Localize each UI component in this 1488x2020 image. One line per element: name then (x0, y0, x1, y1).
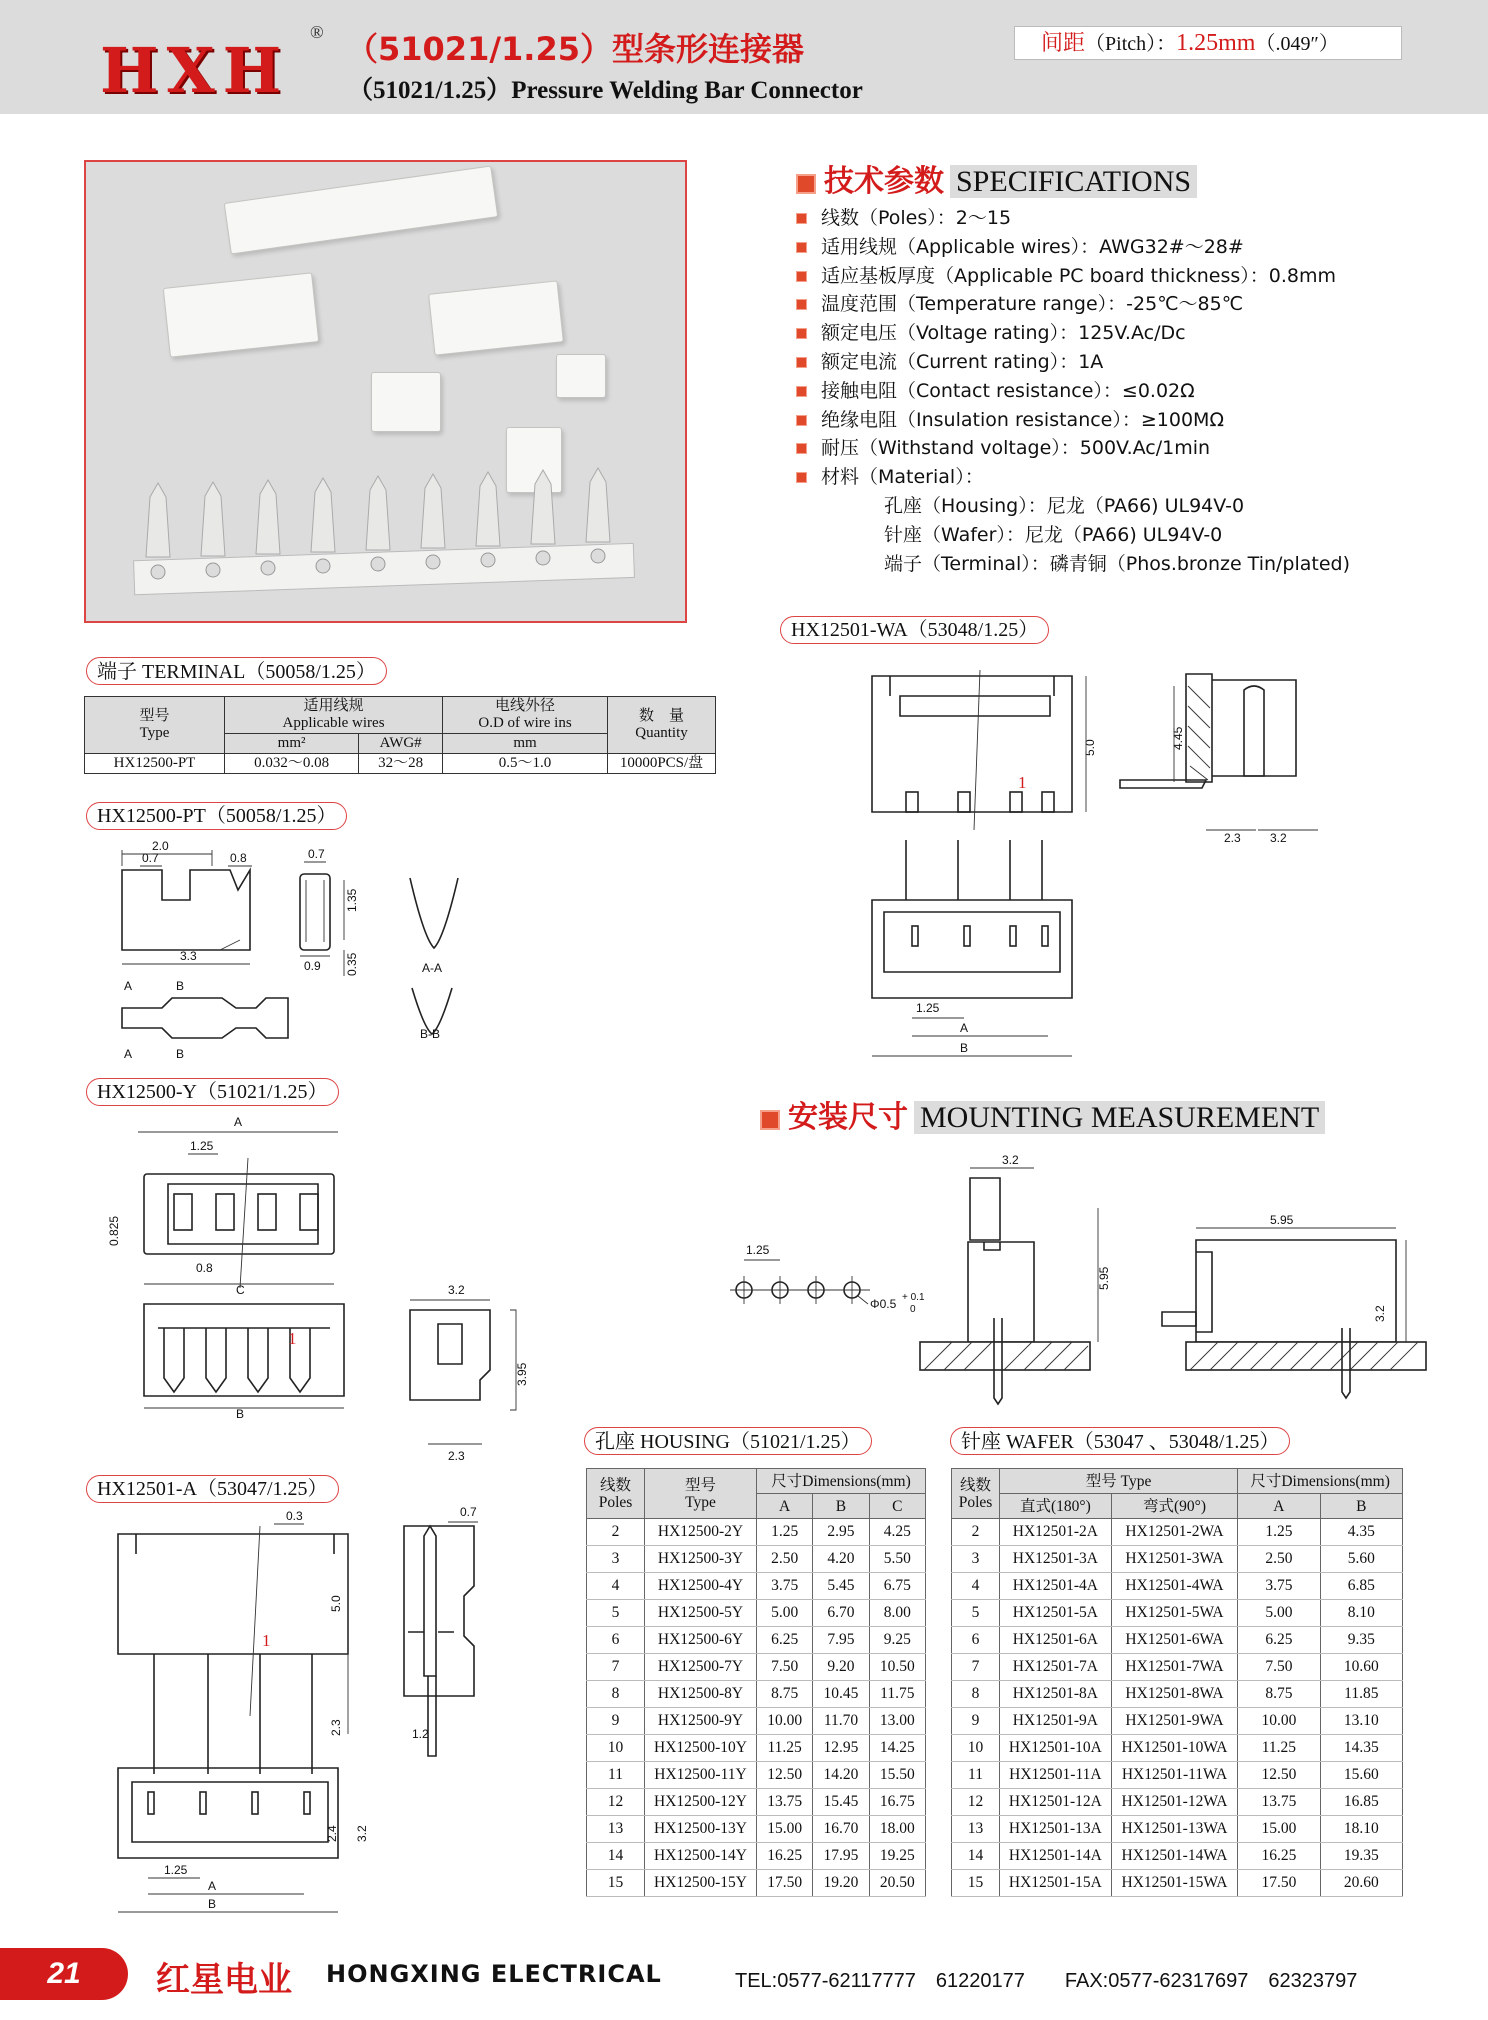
table-cell: 6 (952, 1627, 1000, 1654)
table-cell: 11 (952, 1762, 1000, 1789)
table-cell: HX12501-8WA (1111, 1681, 1237, 1708)
table-cell: 5.50 (869, 1546, 925, 1573)
svg-text:A: A (960, 1021, 969, 1035)
table-row (587, 1600, 926, 1627)
svg-text:0.7: 0.7 (460, 1505, 477, 1519)
housing-table: 线数 Poles 型号 Type 尺寸Dimensions(mm) A B C 2 HX12500-2Y 1.25 2.95 4.25 3 HX12500-3Y 2.50 4.20 5.50 4 HX12500-4Y 3.75 5.45 6.75 5 HX12500-5Y 5.00 6.70 8.00 6 HX12500-6Y 6.25 7.95 9.25 7 HX12500-7Y 7.50 9.20 10.50 8 HX12500-8Y 8.75 10.45 11.75 9 HX12500-9Y 10.00 11.70 13.00 10 HX12500-10Y 11.25 12.95 14.25 11 HX12500-11Y 12.50 14.20 15.50 12 HX12500-12Y 13.75 15.45 16.75 13 HX12500-13Y 15.00 16.70 18.00 14 HX12500-14Y 16.25 17.95 19.25 15 HX12500-15Y 17.50 19.20 20.50 (586, 1468, 926, 1897)
specifications-title: 技术参数 SPECIFICATIONS (796, 156, 1197, 200)
table-cell: HX12500-3Y (645, 1546, 757, 1573)
svg-text:A: A (124, 1047, 133, 1061)
table-cell: 18.00 (869, 1816, 925, 1843)
table-cell: 14.25 (869, 1735, 925, 1762)
table-cell: 8.00 (869, 1600, 925, 1627)
svg-text:1.2: 1.2 (412, 1727, 429, 1741)
tel: TEL:0577-62117777 61220177 (735, 1970, 1025, 1992)
table-cell: 16.25 (1238, 1843, 1320, 1870)
table-row (587, 1843, 926, 1870)
table-cell: 4 (587, 1573, 645, 1600)
bullet-icon (796, 472, 807, 483)
table-cell: HX12501-11WA (1111, 1762, 1237, 1789)
svg-text:2.3: 2.3 (329, 1719, 343, 1736)
bullet-square-icon (796, 174, 816, 194)
table-cell: 12.50 (1238, 1762, 1320, 1789)
table-cell: 6 (587, 1627, 645, 1654)
spec-poles: 线数（Poles）：2～15 (796, 204, 1350, 233)
th-wires: 适用线规 Applicable wires (225, 697, 443, 734)
page-footer (0, 1938, 1488, 2008)
table-cell: HX12500-10Y (645, 1735, 757, 1762)
svg-text:B: B (236, 1407, 245, 1421)
table-cell: 10.00 (1238, 1708, 1320, 1735)
wa-label: HX12501-WA（53048/1.25） (780, 616, 1049, 644)
spec-current: 额定电流（Current rating）：1A (796, 348, 1350, 377)
svg-text:5.0: 5.0 (1083, 739, 1097, 756)
table-row (587, 1519, 926, 1546)
table-cell: 2 (952, 1519, 1000, 1546)
table-cell: 14.20 (813, 1762, 869, 1789)
table-cell: 12.50 (757, 1762, 813, 1789)
svg-text:0.3: 0.3 (286, 1509, 303, 1523)
table-row (952, 1816, 1403, 1843)
table-cell: 8.75 (1238, 1681, 1320, 1708)
th-od: 电线外径 O.D of wire ins (443, 697, 608, 734)
table-row (587, 1870, 926, 1897)
table-cell: 10.60 (1320, 1654, 1402, 1681)
table-row (587, 1681, 926, 1708)
svg-text:0.7: 0.7 (308, 847, 325, 861)
th-type: 型号 Type (85, 697, 225, 754)
table-cell: 2.50 (757, 1546, 813, 1573)
table-cell: 11.25 (757, 1735, 813, 1762)
table-cell: 15 (952, 1870, 1000, 1897)
page-number: 21 (0, 1948, 128, 2000)
svg-text:0.9: 0.9 (304, 959, 321, 973)
hxh-logo: HXH (100, 34, 290, 107)
table-cell: 11 (587, 1762, 645, 1789)
bullet-icon (796, 213, 807, 224)
svg-text:B: B (176, 1047, 185, 1061)
svg-text:C: C (236, 1283, 245, 1297)
spec-board-thickness: 适应基板厚度（Applicable PC board thickness）：0.8mm (796, 262, 1350, 291)
table-cell: 19.35 (1320, 1843, 1402, 1870)
pt-label: HX12500-PT（50058/1.25） (86, 802, 347, 830)
terminal-label: 端子 TERMINAL（50058/1.25） (86, 657, 387, 685)
svg-text:B-B: B-B (420, 1027, 441, 1041)
table-cell: 2.50 (1238, 1546, 1320, 1573)
table-row (952, 1627, 1403, 1654)
specifications-list (796, 204, 1350, 578)
table-cell: HX12500-13Y (645, 1816, 757, 1843)
svg-text:0.825: 0.825 (107, 1215, 121, 1246)
table-cell: HX12501-10WA (1111, 1735, 1237, 1762)
bullet-square-icon (760, 1110, 780, 1130)
svg-text:3.95: 3.95 (515, 1362, 529, 1386)
table-cell: 13.10 (1320, 1708, 1402, 1735)
housing-drawing (107, 1115, 558, 1463)
terminal-table (84, 696, 716, 774)
table-cell: HX12501-15A (1000, 1870, 1112, 1897)
table-cell: 8 (587, 1681, 645, 1708)
pitch-value: 1.25mm (1176, 30, 1256, 56)
wafer-table: 线数 Poles 型号 Type 尺寸Dimensions(mm) 直式(180°) 弯式(90°) A B 2 HX12501-2A HX12501-2WA 1.25 4.35 3 HX12501-3A HX12501-3WA 2.50 5.60 4 HX12501-4A HX12501-4WA 3.75 6.85 5 HX12501-5A HX12501-5WA 5.00 8.10 6 HX12501-6A HX12501-6WA 6.25 9.35 7 HX12501-7A HX12501-7WA 7.50 10.60 8 HX12501-8A HX12501-8WA 8.75 11.85 9 HX12501-9A HX12501-9WA 10.00 13.10 10 HX12501-10A HX12501-10WA 11.25 14.35 11 HX12501-11A HX12501-11WA 12.50 15.60 12 HX12501-12A HX12501-12WA 13.75 16.85 13 HX12501-13A HX12501-13WA 15.00 18.10 14 HX12501-14A HX12501-14WA 16.25 19.35 15 HX12501-15A HX12501-15WA 17.50 20.60 (951, 1468, 1403, 1897)
bullet-icon (796, 328, 807, 339)
table-cell: HX12501-15WA (1111, 1870, 1237, 1897)
th-od-unit: mm (443, 734, 608, 754)
table-cell: 14 (587, 1843, 645, 1870)
svg-text:4.45: 4.45 (1171, 726, 1185, 750)
table-row (952, 1735, 1403, 1762)
table-cell: 13.00 (869, 1708, 925, 1735)
table-cell: HX12501-8A (1000, 1681, 1112, 1708)
y-label: HX12500-Y（51021/1.25） (86, 1078, 339, 1106)
spec-voltage: 额定电压（Voltage rating）：125V.Ac/Dc (796, 319, 1350, 348)
svg-text:Φ0.5: Φ0.5 (870, 1297, 897, 1311)
table-cell: 4.25 (869, 1519, 925, 1546)
svg-text:1.25: 1.25 (190, 1139, 214, 1153)
svg-text:B: B (208, 1897, 217, 1911)
table-cell: 13.75 (1238, 1789, 1320, 1816)
table-row (952, 1708, 1403, 1735)
table-cell: 15.60 (1320, 1762, 1402, 1789)
table-cell: 16.70 (813, 1816, 869, 1843)
pitch-label-en: （Pitch）： (1085, 33, 1177, 55)
svg-text:2.3: 2.3 (448, 1449, 465, 1463)
contact-info (735, 1964, 1357, 1993)
table-cell: 11.75 (869, 1681, 925, 1708)
table-cell: 12 (587, 1789, 645, 1816)
bullet-icon (796, 443, 807, 454)
bullet-icon (796, 242, 807, 253)
table-cell: 5.00 (1238, 1600, 1320, 1627)
bullet-icon (796, 271, 807, 282)
svg-text:2.0: 2.0 (152, 839, 169, 853)
table-cell: 10.45 (813, 1681, 869, 1708)
spec-withstand: 耐压（Withstand voltage）：500V.Ac/1min (796, 434, 1350, 463)
table-cell: HX12500-14Y (645, 1843, 757, 1870)
table-cell: 12.95 (813, 1735, 869, 1762)
table-cell: HX12500-11Y (645, 1762, 757, 1789)
spec-insulation: 绝缘电阻（Insulation resistance）：≥100MΩ (796, 406, 1350, 435)
table-cell: 16.75 (869, 1789, 925, 1816)
table-row (587, 1789, 926, 1816)
table-cell: HX12500-2Y (645, 1519, 757, 1546)
svg-text:1: 1 (1018, 773, 1027, 792)
table-cell: 16.85 (1320, 1789, 1402, 1816)
table-cell: HX12501-7A (1000, 1654, 1112, 1681)
th-dimensions: 尺寸Dimensions(mm) (1238, 1469, 1403, 1494)
table-cell: 3 (952, 1546, 1000, 1573)
table-cell: 10 (587, 1735, 645, 1762)
product-photo (84, 160, 687, 623)
table-cell: HX12501-3A (1000, 1546, 1112, 1573)
table-cell: HX12501-4A (1000, 1573, 1112, 1600)
table-cell: 8 (952, 1681, 1000, 1708)
table-cell: HX12500-6Y (645, 1627, 757, 1654)
table-cell: 4.35 (1320, 1519, 1402, 1546)
table-cell: 6.85 (1320, 1573, 1402, 1600)
table-row (587, 1816, 926, 1843)
table-row (952, 1519, 1403, 1546)
spec-material-terminal: 端子（Terminal）：磷青铜（Phos.bronze Tin/plated) (884, 552, 1351, 575)
table-cell: 17.50 (1238, 1870, 1320, 1897)
table-cell: 3.75 (757, 1573, 813, 1600)
th-poles: 线数 Poles (952, 1469, 1000, 1519)
table-cell: 19.20 (813, 1870, 869, 1897)
table-cell: 16.25 (757, 1843, 813, 1870)
table-cell: 9 (587, 1708, 645, 1735)
svg-text:5.95: 5.95 (1270, 1213, 1294, 1227)
table-row (587, 1546, 926, 1573)
th-mm2: mm² (225, 734, 359, 754)
table-cell: HX12501-12WA (1111, 1789, 1237, 1816)
table-cell: HX12501-10A (1000, 1735, 1112, 1762)
table-row (952, 1681, 1403, 1708)
table-cell: HX12500-15Y (645, 1870, 757, 1897)
table-row (587, 1762, 926, 1789)
spec-contact-resistance: 接触电阻（Contact resistance）：≤0.02Ω (796, 377, 1350, 406)
table-cell: HX12501-5WA (1111, 1600, 1237, 1627)
svg-text:2.4: 2.4 (325, 1825, 339, 1842)
table-row (952, 1600, 1403, 1627)
bullet-icon (796, 357, 807, 368)
table-cell: 11.85 (1320, 1681, 1402, 1708)
table-cell: 17.50 (757, 1870, 813, 1897)
table-cell: 6.25 (757, 1627, 813, 1654)
table-cell: HX12501-3WA (1111, 1546, 1237, 1573)
table-cell: 5.00 (757, 1600, 813, 1627)
table-cell: 7 (587, 1654, 645, 1681)
table-row (952, 1843, 1403, 1870)
svg-text:3.2: 3.2 (448, 1283, 465, 1297)
svg-text:A: A (234, 1115, 243, 1129)
registered-mark: ® (310, 22, 324, 42)
spec-material-wafer: 针座（Wafer）：尼龙（PA66) UL94V-0 (884, 523, 1223, 546)
table-cell: 15 (587, 1870, 645, 1897)
svg-text:3.2: 3.2 (1373, 1305, 1387, 1322)
th-awg: AWG# (359, 734, 443, 754)
table-row (952, 1870, 1403, 1897)
svg-text:3.2: 3.2 (1002, 1153, 1019, 1167)
table-cell: 13 (952, 1816, 1000, 1843)
table-cell: HX12501-9A (1000, 1708, 1112, 1735)
table-row: HX12500-PT 0.032～0.08 32～28 0.5～1.0 10000PCS/盘 (85, 754, 716, 774)
svg-text:1.35: 1.35 (345, 888, 359, 912)
table-cell: 5.60 (1320, 1546, 1402, 1573)
th-poles: 线数 Poles (587, 1469, 645, 1519)
svg-text:3.2: 3.2 (1270, 831, 1287, 845)
svg-text:5.0: 5.0 (329, 1595, 343, 1612)
table-cell: 10 (952, 1735, 1000, 1762)
table-cell: HX12501-4WA (1111, 1573, 1237, 1600)
table-row (587, 1708, 926, 1735)
terminal-drawing (100, 840, 500, 1060)
spec-wires: 适用线规（Applicable wires）：AWG32#～28# (796, 233, 1350, 262)
company-name-cn: 红星电业 (156, 1960, 292, 2000)
table-cell: HX12500-4Y (645, 1573, 757, 1600)
a-label: HX12501-A（53047/1.25） (86, 1475, 339, 1503)
table-cell: 19.25 (869, 1843, 925, 1870)
table-cell: HX12501-12A (1000, 1789, 1112, 1816)
svg-text:1.25: 1.25 (164, 1863, 188, 1877)
table-cell: 13 (587, 1816, 645, 1843)
table-cell: 15.45 (813, 1789, 869, 1816)
svg-text:B: B (960, 1041, 969, 1055)
svg-text:0.7: 0.7 (142, 851, 159, 865)
page-header (0, 0, 1488, 114)
table-cell: 11.25 (1238, 1735, 1320, 1762)
table-row (952, 1546, 1403, 1573)
spec-material: 材料（Material）： (796, 463, 1350, 492)
table-cell: HX12501-6WA (1111, 1627, 1237, 1654)
table-cell: 12 (952, 1789, 1000, 1816)
table-cell: 9.20 (813, 1654, 869, 1681)
wafer-label: 针座 WAFER（53047 、53048/1.25） (950, 1427, 1290, 1455)
table-cell: HX12500-7Y (645, 1654, 757, 1681)
table-cell: HX12501-7WA (1111, 1654, 1237, 1681)
table-cell: HX12501-2WA (1111, 1519, 1237, 1546)
table-row (952, 1762, 1403, 1789)
table-cell: HX12501-14WA (1111, 1843, 1237, 1870)
table-cell: 5.45 (813, 1573, 869, 1600)
table-cell: 9 (952, 1708, 1000, 1735)
spec-material-housing: 孔座（Housing）：尼龙（PA66) UL94V-0 (884, 494, 1245, 517)
bullet-icon (796, 386, 807, 397)
table-cell: HX12500-8Y (645, 1681, 757, 1708)
table-cell: 3.75 (1238, 1573, 1320, 1600)
table-cell: 8.10 (1320, 1600, 1402, 1627)
svg-text:0.35: 0.35 (345, 952, 359, 976)
table-cell: 17.95 (813, 1843, 869, 1870)
table-cell: 15.50 (869, 1762, 925, 1789)
table-cell: HX12501-11A (1000, 1762, 1112, 1789)
table-cell: HX12501-9WA (1111, 1708, 1237, 1735)
table-row (952, 1654, 1403, 1681)
table-row (587, 1735, 926, 1762)
table-row (587, 1627, 926, 1654)
svg-text:A: A (208, 1879, 217, 1893)
table-cell: 15.00 (1238, 1816, 1320, 1843)
svg-text:A-A: A-A (422, 961, 443, 975)
th-qty: 数 量 Quantity (608, 697, 716, 754)
table-cell: 20.60 (1320, 1870, 1402, 1897)
mounting-drawing (730, 1148, 1390, 1408)
table-cell: 6.25 (1238, 1627, 1320, 1654)
svg-text:1.25: 1.25 (916, 1001, 940, 1015)
table-cell: HX12500-12Y (645, 1789, 757, 1816)
svg-text:+ 0.1: + 0.1 (902, 1292, 925, 1303)
table-cell: HX12501-5A (1000, 1600, 1112, 1627)
table-row (952, 1789, 1403, 1816)
table-cell: 9.25 (869, 1627, 925, 1654)
mounting-title: 安装尺寸 MOUNTING MEASUREMENT (760, 1092, 1325, 1136)
spec-temperature: 温度范围（Temperature range）：-25℃～85℃ (796, 290, 1350, 319)
table-cell: HX12501-2A (1000, 1519, 1112, 1546)
table-cell: 10.50 (869, 1654, 925, 1681)
table-cell: 11.70 (813, 1708, 869, 1735)
table-cell: 7 (952, 1654, 1000, 1681)
table-cell: 3 (587, 1546, 645, 1573)
table-cell: 13.75 (757, 1789, 813, 1816)
bullet-icon (796, 299, 807, 310)
table-cell: HX12500-9Y (645, 1708, 757, 1735)
table-cell: 15.00 (757, 1816, 813, 1843)
company-name-en: HONGXING ELECTRICAL (326, 1960, 662, 1988)
svg-text:B: B (176, 979, 185, 993)
table-cell: 1.25 (757, 1519, 813, 1546)
table-cell: 4 (952, 1573, 1000, 1600)
table-row (587, 1573, 926, 1600)
svg-text:A: A (124, 979, 133, 993)
table-cell: 4.20 (813, 1546, 869, 1573)
table-cell: 5 (952, 1600, 1000, 1627)
th-type: 型号 Type (1000, 1469, 1238, 1494)
svg-text:5.95: 5.95 (1097, 1266, 1111, 1290)
table-cell: 6.70 (813, 1600, 869, 1627)
table-cell: 14 (952, 1843, 1000, 1870)
table-cell: 7.95 (813, 1627, 869, 1654)
wafer-right-angle-drawing (860, 666, 1400, 1066)
svg-text:3.3: 3.3 (180, 949, 197, 963)
table-row (952, 1573, 1403, 1600)
table-cell: 14.35 (1320, 1735, 1402, 1762)
housing-label: 孔座 HOUSING（51021/1.25） (584, 1427, 872, 1455)
svg-text:0.8: 0.8 (230, 851, 247, 865)
table-row (587, 1654, 926, 1681)
title-cn: （51021/1.25）型条形连接器 (346, 30, 804, 68)
table-cell: 18.10 (1320, 1816, 1402, 1843)
bullet-icon (796, 415, 807, 426)
wafer-straight-drawing (108, 1505, 528, 1912)
terminal-strip-image (86, 162, 689, 625)
table-cell: 8.75 (757, 1681, 813, 1708)
title-en: （51021/1.25）Pressure Welding Bar Connector (348, 77, 863, 104)
svg-text:2.3: 2.3 (1224, 831, 1241, 845)
th-dimensions: 尺寸Dimensions(mm) (757, 1469, 926, 1494)
table-cell: HX12501-14A (1000, 1843, 1112, 1870)
svg-text:3.2: 3.2 (355, 1825, 369, 1842)
pitch-label-cn: 间距 (1041, 31, 1086, 56)
fax: FAX:0577-62317697 62323797 (1064, 1970, 1358, 1992)
pitch-inch: （.049″） (1255, 33, 1339, 55)
table-cell: 20.50 (869, 1870, 925, 1897)
table-cell: 10.00 (757, 1708, 813, 1735)
svg-text:0.8: 0.8 (196, 1261, 213, 1275)
table-cell: HX12501-6A (1000, 1627, 1112, 1654)
table-cell: 2 (587, 1519, 645, 1546)
svg-text:1.25: 1.25 (746, 1243, 770, 1257)
table-cell: 7.50 (1238, 1654, 1320, 1681)
table-cell: 5 (587, 1600, 645, 1627)
table-cell: HX12501-13A (1000, 1816, 1112, 1843)
svg-text:1: 1 (262, 1631, 271, 1650)
th-type: 型号 Type (645, 1469, 757, 1519)
table-cell: 7.50 (757, 1654, 813, 1681)
table-cell: 2.95 (813, 1519, 869, 1546)
svg-text:0: 0 (910, 1304, 916, 1315)
table-cell: 1.25 (1238, 1519, 1320, 1546)
svg-text:1: 1 (288, 1329, 297, 1348)
table-cell: HX12500-5Y (645, 1600, 757, 1627)
table-cell: 6.75 (869, 1573, 925, 1600)
table-cell: 9.35 (1320, 1627, 1402, 1654)
table-cell: HX12501-13WA (1111, 1816, 1237, 1843)
pitch-box (1014, 26, 1402, 60)
